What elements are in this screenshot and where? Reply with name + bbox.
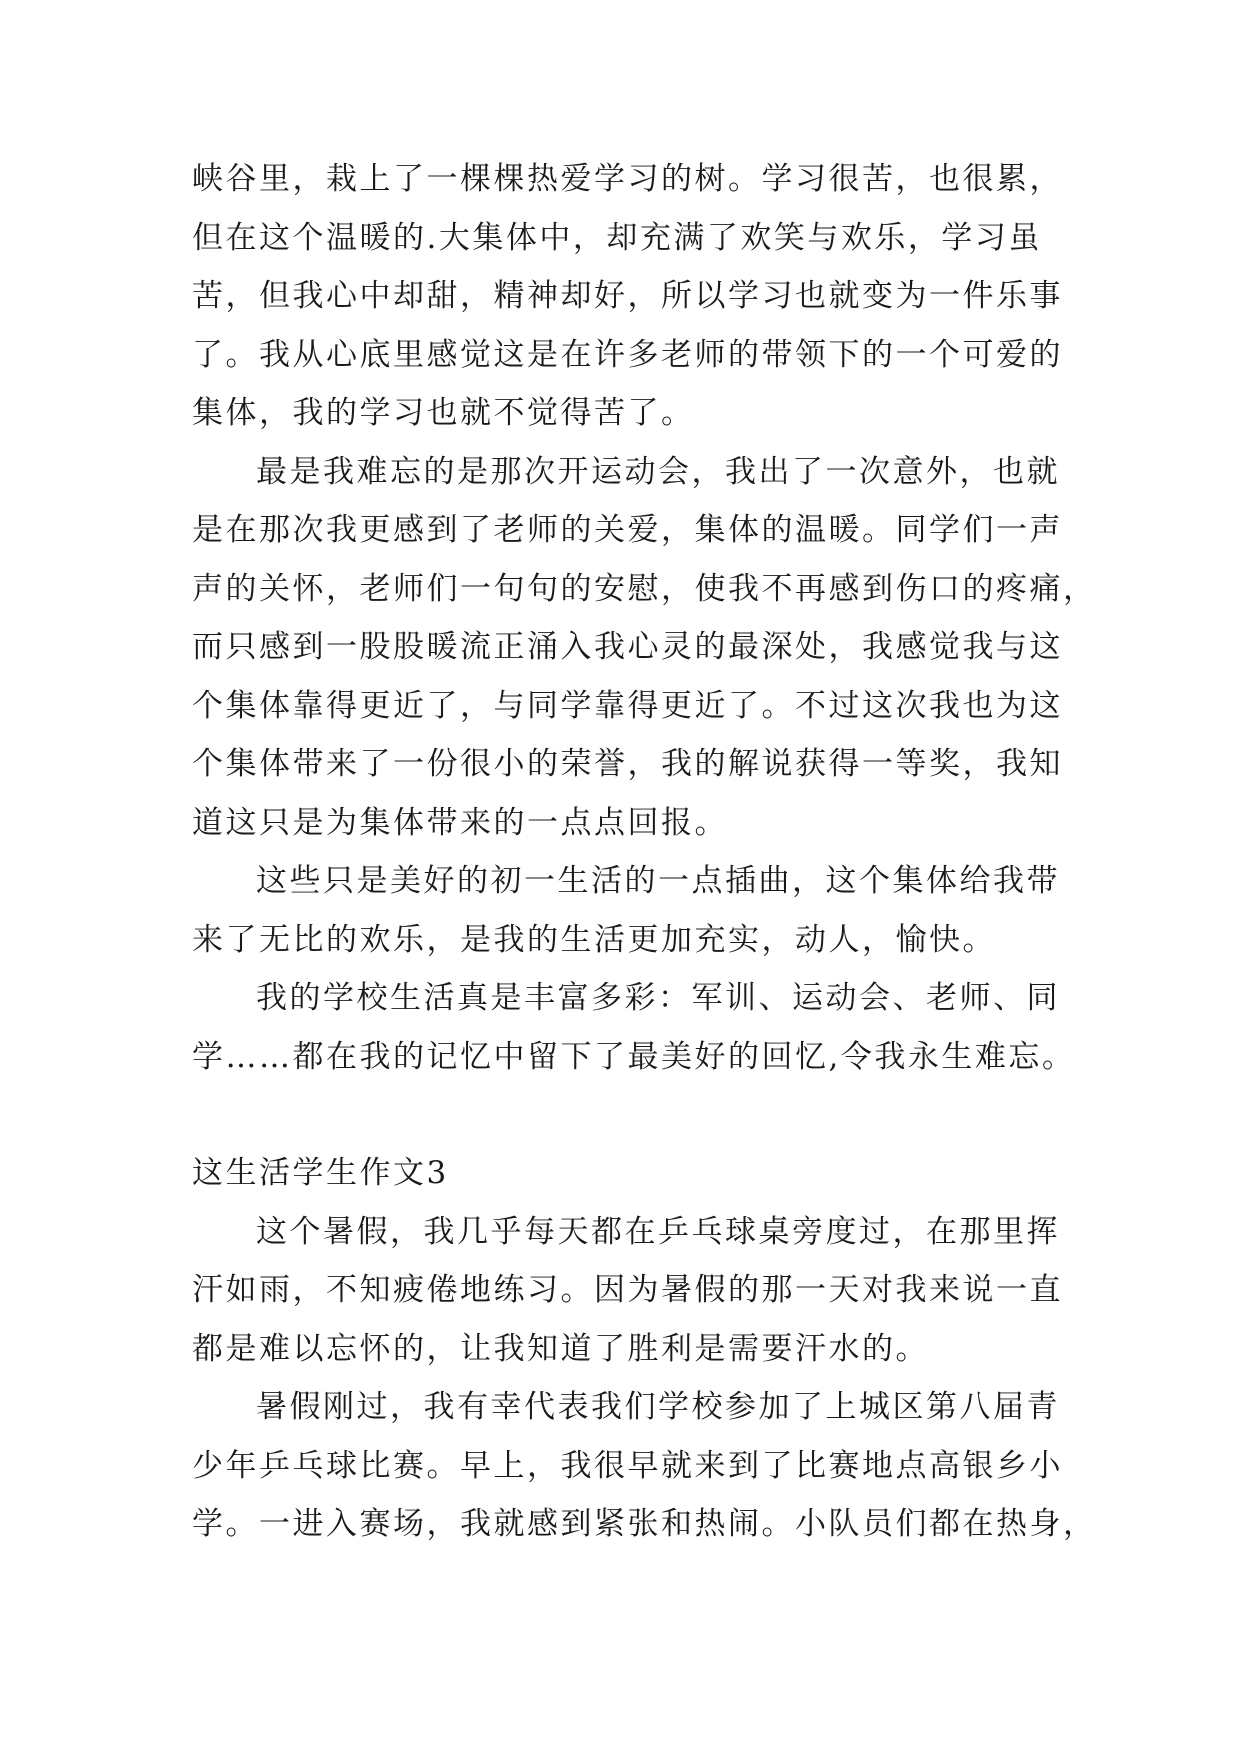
text-line: 苦，但我心中却甜，精神却好，所以学习也就变为一件乐事 [192, 278, 1063, 314]
text-line: 都是难以忘怀的，让我知道了胜利是需要汗水的。 [192, 1330, 929, 1367]
text-line: 学……都在我的记忆中留下了最美好的回忆,令我永生难忘。 [192, 1038, 1076, 1075]
text-line: 但在这个温暖的.大集体中，却充满了欢笑与欢乐，学习虽 [192, 219, 1042, 256]
text-line: 集体，我的学习也就不觉得苦了。 [192, 395, 695, 431]
text-line: 是在那次我更感到了老师的关爱，集体的温暖。同学们一声 [192, 512, 1063, 548]
text-line: 学。一进入赛场，我就感到紧张和热闹。小队员们都在热身， [192, 1506, 1097, 1542]
text-line: 道这只是为集体带来的一点点回报。 [192, 804, 728, 841]
section-spacer [192, 1086, 1052, 1144]
paragraph-start-line: 这些只是美好的初一生活的一点插曲，这个集体给我带 [256, 863, 1060, 899]
text-line: 了。我从心底里感觉这是在许多老师的带领下的一个可爱的 [192, 336, 1063, 373]
paragraph-start-line: 最是我难忘的是那次开运动会，我出了一次意外，也就 [256, 453, 1060, 490]
essay-text [192, 150, 1097, 1554]
text-line: 而只感到一股股暖流正涌入我心灵的最深处，我感觉我与这 [192, 629, 1063, 665]
text-line: 声的关怀，老师们一句句的安慰，使我不再感到伤口的疼痛， [192, 570, 1097, 607]
paragraph-start-line: 这个暑假，我几乎每天都在乒乓球桌旁度过，在那里挥 [256, 1213, 1060, 1250]
paragraph-start-line: 我的学校生活真是丰富多彩：军训、运动会、老师、同 [256, 980, 1060, 1016]
paragraph-start-line: 暑假刚过，我有幸代表我们学校参加了上城区第八届青 [256, 1389, 1060, 1425]
text-line: 峡谷里，栽上了一棵棵热爱学习的树。学习很苦，也很累， [192, 161, 1063, 197]
text-line: 汗如雨，不知疲倦地练习。因为暑假的那一天对我来说一直 [192, 1272, 1063, 1308]
text-line: 个集体带来了一份很小的荣誉，我的解说获得一等奖，我知 [192, 746, 1063, 782]
text-line: 个集体靠得更近了，与同学靠得更近了。不过这次我也为这 [192, 687, 1063, 724]
section-heading: 这生活学生作文3 [192, 1155, 449, 1191]
text-line: 来了无比的欢乐，是我的生活更加充实，动人，愉快。 [192, 921, 996, 958]
text-line: 少年乒乓球比赛。早上，我很早就来到了比赛地点高银乡小 [192, 1447, 1063, 1484]
